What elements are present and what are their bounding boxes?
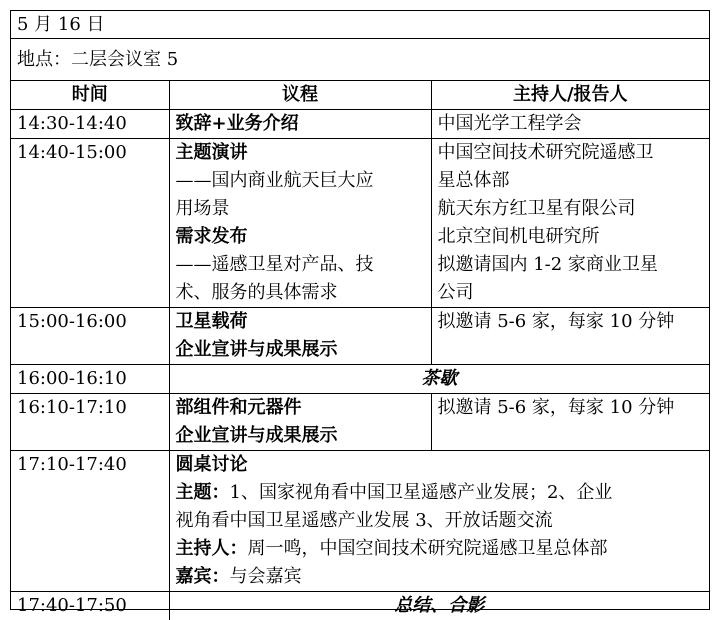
column-header-time: 时间 — [11, 81, 169, 110]
column-header-agenda: 议程 — [169, 81, 431, 110]
time-cell: 14:30-14:40 — [11, 110, 169, 139]
agenda-line: 部组件和元器件 — [176, 394, 425, 422]
agenda-line: 卫星载荷 — [176, 308, 425, 336]
host-line: 拟邀请 5-6 家，每家 10 分钟 — [438, 308, 704, 336]
roundtable-guest-line — [176, 563, 704, 591]
host-cell — [431, 110, 709, 139]
column-header-host: 主持人/报告人 — [431, 81, 709, 110]
agenda-line: ——遥感卫星对产品、技 — [176, 251, 425, 279]
host-line: 中国光学工程学会 — [438, 110, 704, 138]
table-row — [11, 394, 709, 451]
table-header-row — [11, 81, 709, 110]
table-row — [11, 592, 709, 620]
host-line: 北京空间机电研究所 — [438, 223, 704, 251]
topic-label: 主题： — [176, 482, 230, 503]
agenda-line: ——国内商业航天巨大应 — [176, 167, 425, 195]
host-text: 周一鸣，中国空间技术研究院遥感卫星总体部 — [248, 538, 608, 559]
agenda-line: 用场景 — [176, 195, 425, 223]
agenda-cell — [169, 308, 431, 365]
host-cell — [431, 139, 709, 308]
table-row — [11, 308, 709, 365]
guest-label: 嘉宾： — [176, 566, 230, 587]
topic-text: 1、国家视角看中国卫星遥感产业发展；2、企业 — [230, 482, 613, 503]
agenda-document — [10, 10, 710, 610]
time-cell: 15:00-16:00 — [11, 308, 169, 365]
table-row — [11, 110, 709, 139]
host-cell — [431, 308, 709, 365]
host-line: 拟邀请国内 1-2 家商业卫星 — [438, 251, 704, 279]
agenda-cell — [169, 110, 431, 139]
time-cell: 17:40-17:50 — [11, 592, 169, 620]
roundtable-host-line — [176, 535, 704, 563]
guest-text: 与会嘉宾 — [230, 566, 302, 587]
date-line: 5 月 16 日 — [11, 11, 709, 39]
table-row — [11, 451, 709, 592]
agenda-line: 主题演讲 — [176, 139, 425, 167]
host-line: 星总体部 — [438, 167, 704, 195]
time-cell: 16:10-17:10 — [11, 394, 169, 451]
host-line: 中国空间技术研究院遥感卫 — [438, 139, 704, 167]
agenda-line: 需求发布 — [176, 223, 425, 251]
roundtable-topic-continuation: 视角看中国卫星遥感产业发展 3、开放话题交流 — [176, 507, 704, 535]
time-cell: 14:40-15:00 — [11, 139, 169, 308]
agenda-line: 术、服务的具体需求 — [176, 279, 425, 307]
agenda-line: 企业宣讲与成果展示 — [176, 336, 425, 364]
break-cell: 茶歇 — [169, 365, 709, 394]
host-cell — [431, 394, 709, 451]
agenda-line: 企业宣讲与成果展示 — [176, 422, 425, 450]
roundtable-topic-line — [176, 479, 704, 507]
host-line: 公司 — [438, 279, 704, 307]
host-line: 航天东方红卫星有限公司 — [438, 195, 704, 223]
table-row — [11, 139, 709, 308]
agenda-cell — [169, 139, 431, 308]
schedule-table — [11, 81, 709, 620]
location-line: 地点：二层会议室 5 — [11, 39, 709, 81]
agenda-line: 致辞+业务介绍 — [176, 110, 425, 138]
table-row — [11, 365, 709, 394]
host-line: 拟邀请 5-6 家，每家 10 分钟 — [438, 394, 704, 422]
time-cell: 16:00-16:10 — [11, 365, 169, 394]
host-label: 主持人： — [176, 538, 248, 559]
agenda-cell — [169, 394, 431, 451]
roundtable-cell — [169, 451, 709, 592]
closing-cell: 总结、合影 — [169, 592, 709, 620]
roundtable-title: 圆桌讨论 — [176, 451, 704, 479]
time-cell: 17:10-17:40 — [11, 451, 169, 592]
